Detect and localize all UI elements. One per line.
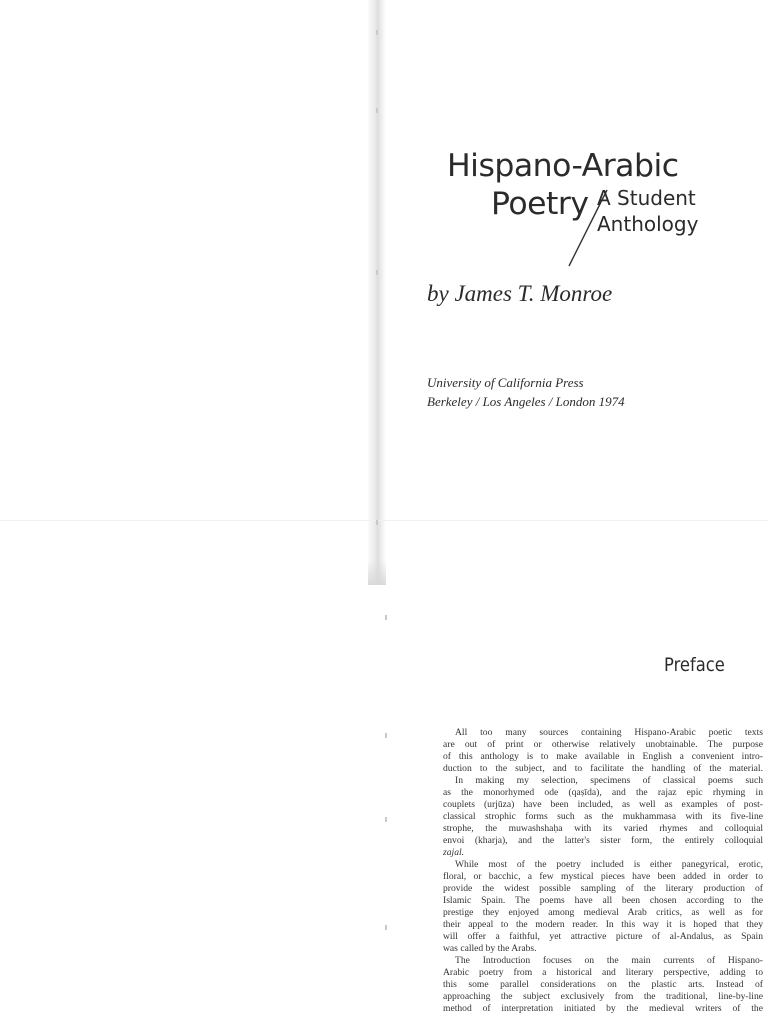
preface-line: couplets (urjūza) have been included, as well as examples of post- — [443, 799, 763, 810]
page-gutter — [368, 0, 386, 585]
publisher-name: University of California Press — [427, 375, 584, 390]
preface-line: of this anthology is to make available in English a convenient intro- — [443, 751, 763, 762]
preface-line: zajal. — [443, 847, 465, 858]
book-title: Hispano-Arabic — [447, 148, 679, 184]
preface-page — [0, 585, 768, 1024]
preface-line: Arabic poetry from a historical and literary perspective, adding to — [443, 967, 763, 978]
binding-mark — [376, 30, 378, 35]
author-line: by James T. Monroe — [427, 281, 613, 306]
preface-heading: Preface — [664, 654, 725, 676]
preface-line: their appeal to the modern reader. In this way it is hoped that they — [443, 919, 763, 930]
binding-mark — [385, 615, 387, 620]
preface-line: strophe, the muwashshaḥa with its varied rhymes and colloquial — [443, 823, 763, 834]
binding-mark — [385, 733, 387, 738]
binding-mark — [376, 108, 378, 113]
preface-line: classical strophic forms such as the mukhammasa with its five-line — [443, 811, 763, 822]
subtitle-line-2: Anthology — [597, 212, 699, 236]
preface-line: this some parallel considerations on the plastic arts. Instead of — [443, 979, 763, 990]
binding-mark — [385, 817, 387, 822]
preface-line: are out of print or otherwise relatively unobtainable. The purpose — [443, 739, 763, 750]
gutter-shadow — [368, 560, 386, 585]
scan-artifact-line — [0, 520, 768, 521]
book-title-poetry: Poetry — [491, 186, 589, 222]
binding-mark — [376, 270, 378, 275]
preface-line: All too many sources containing Hispano-Arabic poetic texts — [455, 727, 763, 738]
preface-line: The Introduction focuses on the main currents of Hispano- — [455, 955, 763, 966]
preface-line: will offer a faithful, yet attractive picture of al-Andalus, as Spain — [443, 931, 763, 942]
preface-line: duction to the subject, and to facilitate the handling of the material. — [443, 763, 763, 774]
preface-line: provide the widest possible sampling of the literary production of — [443, 883, 763, 894]
preface-body — [443, 727, 763, 1015]
preface-line: While most of the poetry included is either panegyrical, erotic, — [455, 859, 763, 870]
preface-line: Islamic Spain. The poems have all been chosen according to the — [443, 895, 763, 906]
preface-line: prestige they enjoyed among medieval Arab critics, as well as for — [443, 907, 763, 918]
binding-mark — [385, 925, 387, 930]
preface-line: method of interpretation initiated by the medieval writers of the — [443, 1003, 763, 1014]
preface-line: was called by the Arabs. — [443, 943, 537, 954]
binding-mark — [376, 520, 378, 525]
preface-line: envoi (kharja), and the latter's sister form, the entirely colloquial — [443, 835, 763, 846]
preface-line: as the monorhymed ode (qaṣīda), and the rajaz epic rhyming in — [443, 787, 763, 798]
publisher-place-year: Berkeley / Los Angeles / London 1974 — [427, 394, 625, 409]
subtitle-line-1: A Student — [597, 186, 696, 210]
preface-line: approaching the subject exclusively from the traditional, line-by-line — [443, 991, 763, 1002]
preface-line: floral, or bacchic, a few mystical pieces have been added in order to — [443, 871, 763, 882]
preface-line: In making my selection, specimens of classical poems such — [455, 775, 763, 786]
